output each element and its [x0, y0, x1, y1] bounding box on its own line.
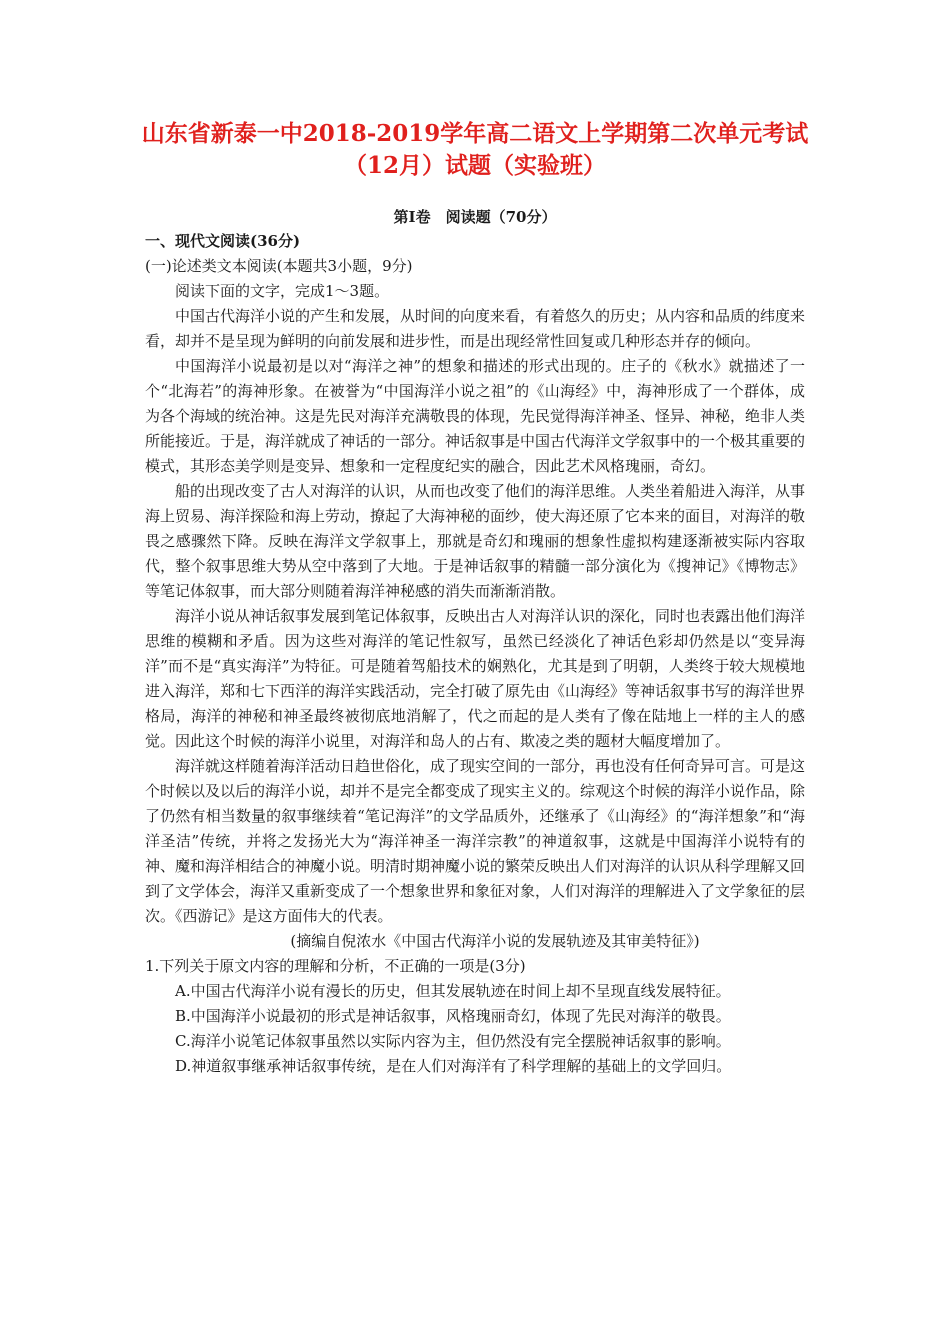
paragraph: 中国海洋小说最初是以对“海洋之神”的想象和描述的形式出现的。庄子的《秋水》就描述了一个“北海若”的海神形象。在被誉为“中国海洋小说之祖”的《山海经》中，海神形成了一个群体，成为各个海域的统治神。这是先民对海洋充满敬畏的体现，先民觉得海洋神圣、怪异、神秘，绝非人类所能接近。于是，海洋就成了神话的一部分。神话叙事是中国古代海洋文学叙事中的一个极其重要的模式，其形态美学则是变异、想象和一定程度纪实的融合，因此艺术风格瑰丽，奇幻。: [145, 357, 806, 475]
title-line-2: （12月）试题（实验班）: [343, 152, 606, 179]
section-heading: 第Ⅰ卷 阅读题（70分）: [393, 208, 557, 226]
option-a: A.中国古代海洋小说有漫长的历史，但其发展轨迹在时间上却不呈现直线发展特征。: [175, 982, 731, 1000]
source-citation: (摘编自倪浓水《中国古代海洋小说的发展轨迹及其审美特征》): [290, 932, 700, 950]
subsection-heading: (一)论述类文本阅读(本题共3小题，9分): [145, 257, 413, 275]
part-heading: 一、现代文阅读(36分): [145, 232, 301, 250]
option-c: C.海洋小说笔记体叙事虽然以实际内容为主，但仍然没有完全摆脱神话叙事的影响。: [175, 1032, 731, 1050]
option-b: B.中国海洋小说最初的形式是神话叙事，风格瑰丽奇幻，体现了先民对海洋的敬畏。: [175, 1007, 731, 1025]
paragraph: 船的出现改变了古人对海洋的认识，从而也改变了他们的海洋思维。人类坐着船进入海洋，从事海上贸易、海洋探险和海上劳动，撩起了大海神秘的面纱，使大海还原了它本来的面目，对海洋的敬畏之感骤然下降。反映在海洋文学叙事上，那就是奇幻和瑰丽的想象性虚拟构建逐渐被实际内容取代，整个叙事思维大势从空中落到了大地。于是神话叙事的精髓一部分演化为《搜神记》《博物志》等笔记体叙事，而大部分则随着海洋神秘感的消失而渐渐消散。: [145, 482, 806, 600]
paragraph: 海洋就这样随着海洋活动日趋世俗化，成了现实空间的一部分，再也没有任何奇异可言。可是这个时候以及以后的海洋小说，却并不是完全都变成了现实主义的。综观这个时候的海洋小说作品，除了仍然有相当数量的叙事继续着“笔记海洋”的文学品质外，还继承了《山海经》的“海洋想象”和“海洋圣洁”传统，并将之发扬光大为“海洋神圣一海洋宗教”的神道叙事，这就是中国海洋小说特有的神、魔和海洋相结合的神魔小说。明清时期神魔小说的繁荣反映出人们对海洋的认识从科学理解又回到了文学体会，海洋又重新变成了一个想象世界和象征对象，人们对海洋的理解进入了文学象征的层次。《西游记》是这方面伟大的代表。: [145, 757, 806, 925]
document-body: [145, 229, 805, 1079]
paragraph: 中国古代海洋小说的产生和发展，从时间的向度来看，有着悠久的历史；从内容和品质的纬度来看，却并不是呈现为鲜明的向前发展和进步性，而是出现经常性回复或几种形态并存的倾向。: [145, 307, 806, 350]
document-title: [100, 118, 850, 182]
title-line-1: 山东省新泰一中2018-2019学年高二语文上学期第二次单元考试: [141, 120, 809, 147]
instruction: 阅读下面的文字，完成1～3题。: [175, 282, 390, 300]
question-stem: 1.下列关于原文内容的理解和分析，不正确的一项是(3分): [145, 957, 526, 975]
paragraph: 海洋小说从神话叙事发展到笔记体叙事，反映出古人对海洋认识的深化，同时也表露出他们海洋思维的模糊和矛盾。因为这些对海洋的笔记性叙写，虽然已经淡化了神话色彩却仍然是以“变异海洋”而不是“真实海洋”为特征。可是随着驾船技术的娴熟化，尤其是到了明朝，人类终于较大规模地进入海洋，郑和七下西洋的海洋实践活动，完全打破了原先由《山海经》等神话叙事书写的海洋世界格局，海洋的神秘和神圣最终被彻底地消解了，代之而起的是人类有了像在陆地上一样的主人的感觉。因此这个时候的海洋小说里，对海洋和岛人的占有、欺凌之类的题材大幅度增加了。: [145, 607, 806, 750]
option-d: D.神道叙事继承神话叙事传统，是在人们对海洋有了科学理解的基础上的文学回归。: [175, 1057, 732, 1075]
